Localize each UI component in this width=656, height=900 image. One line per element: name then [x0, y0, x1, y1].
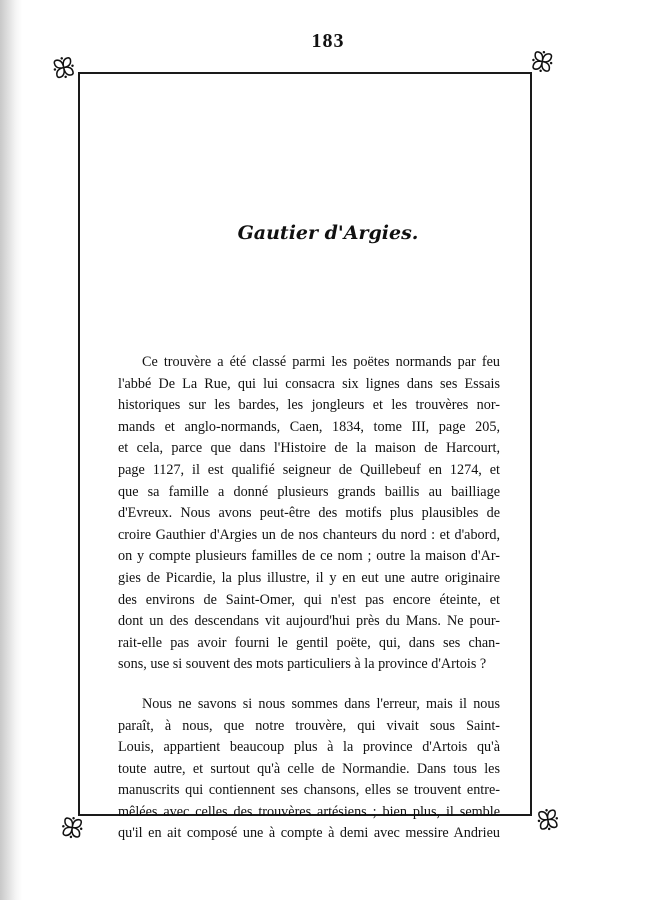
text-line: toute autre, et surtout qu'à celle de Normandie. Dans tous les: [118, 760, 500, 777]
text-line: mands et anglo-normands, Caen, 1834, tome III, page 205,: [118, 418, 500, 435]
text-line: historiques sur les bardes, les jongleurs et les trouvères nor-: [118, 397, 500, 414]
text-line: croire Gauthier d'Argies un de nos chanteurs du nord : et d'abord,: [118, 526, 500, 543]
page-edge-shadow: [0, 0, 22, 900]
text-line: paraît, à nous, que notre trouvère, qui vivait sous Saint-: [118, 717, 500, 734]
corner-ornament-bottom-left-icon: ꕥ: [58, 812, 87, 845]
corner-ornament-bottom-right-icon: ꕥ: [534, 804, 562, 837]
text-line: mêlées avec celles des trouvères artésiens ; bien plus, il semble: [118, 803, 500, 820]
text-line: qu'il en ait composé une à compte à demi avec messire Andrieu: [118, 825, 500, 842]
text-line: page 1127, il est qualifié seigneur de Quillebeuf en 1274, et: [118, 461, 500, 478]
corner-ornament-top-left-icon: ꕥ: [49, 51, 79, 86]
text-line: et cela, parce que dans l'Histoire de la maison de Harcourt,: [118, 440, 500, 457]
text-line: gies de Picardie, la plus illustre, il y en eut une autre originaire: [118, 569, 500, 586]
text-line: d'Evreux. Nous avons peut-être des motifs plus plausibles de: [118, 505, 500, 522]
text-line: dont un des descendans vit aujourd'hui près du Mans. Ne pour-: [118, 613, 500, 630]
text-line: on y compte plusieurs familles de ce nom ; outre la maison d'Ar-: [118, 548, 500, 565]
text-line: rait-elle pas avoir fourni le gentil poëte, qui, dans ses chan-: [118, 634, 500, 651]
chapter-title: Gautier d'Argies.: [237, 222, 419, 244]
text-line: que sa famille a donné plusieurs grands baillis au bailliage: [118, 483, 500, 500]
page-number: 183: [311, 30, 345, 52]
body-text: [118, 352, 500, 845]
text-line: manuscrits qui contiennent ses chansons, elles se trouvent entre-: [118, 782, 500, 799]
paragraph-2: [118, 694, 500, 845]
text-line: Nous ne savons si nous sommes dans l'erreur, mais il nous: [142, 695, 500, 712]
text-line: Louis, appartient beaucoup plus à la province d'Artois qu'à: [118, 739, 500, 756]
text-line: sons, use si souvent des mots particuliers à la province d'Artois ?: [118, 656, 487, 673]
corner-ornament-top-right-icon: ꕥ: [527, 46, 557, 79]
text-line: Ce trouvère a été classé parmi les poëtes normands par feu: [142, 354, 500, 370]
text-line: l'abbé De La Rue, qui lui consacra six lignes dans ses Essais: [118, 375, 500, 392]
paragraph-1: [118, 352, 500, 676]
text-line: des environs de Saint-Omer, qui n'est pas encore éteinte, et: [118, 591, 500, 608]
